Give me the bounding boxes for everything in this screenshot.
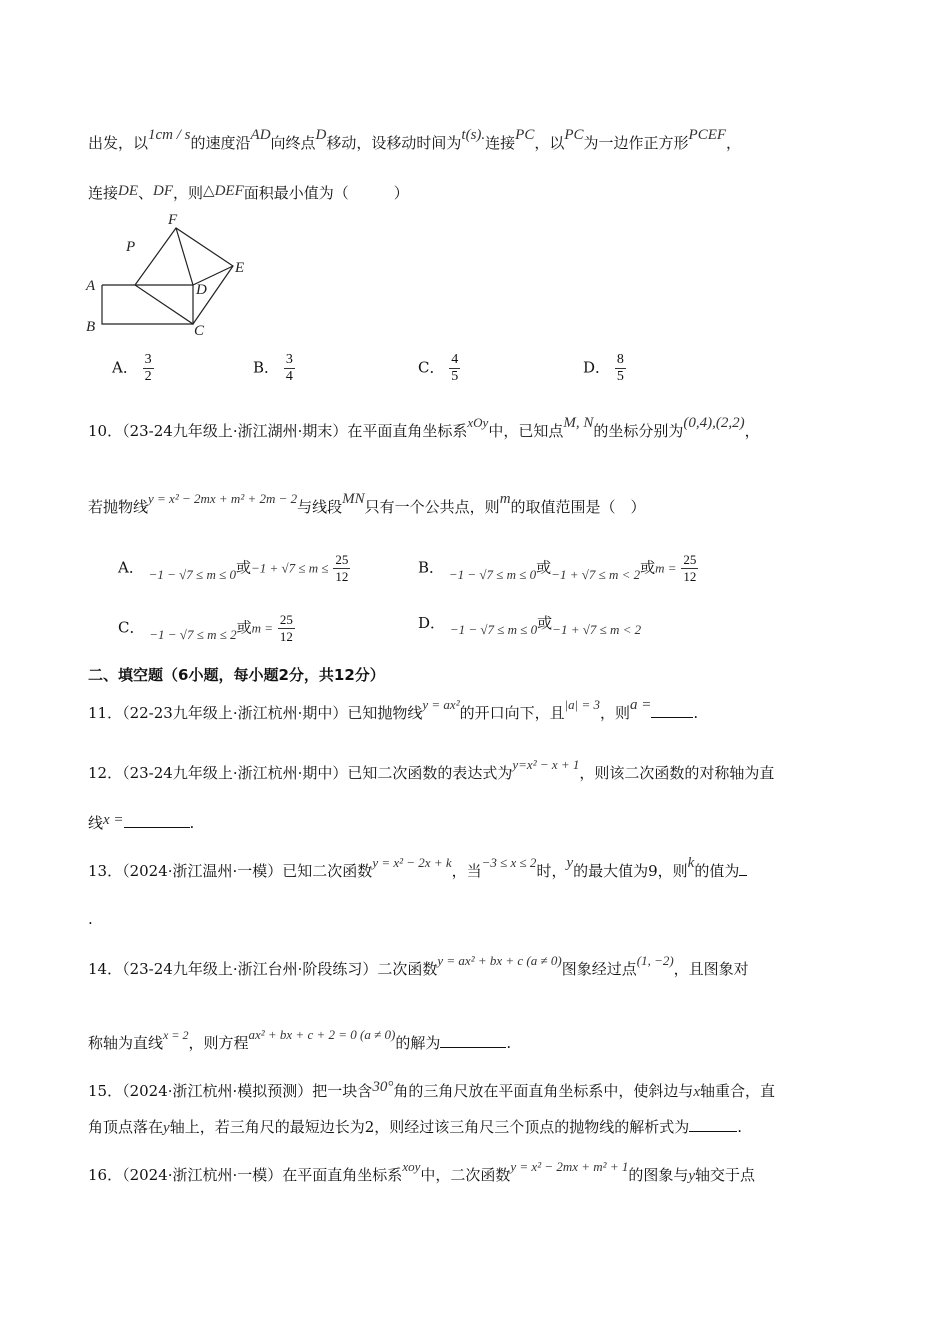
text: （22-23九年级上·浙江杭州·期中）已知抛物线 <box>122 704 423 722</box>
text: 的图象与 <box>628 1166 689 1184</box>
option-label: A． <box>118 558 144 577</box>
math: −1 − √7 ≤ m ≤ 0 <box>448 566 537 582</box>
math: t(s). <box>461 127 486 143</box>
answer-blank[interactable] <box>440 1033 506 1048</box>
text: 的开口向下，且 <box>459 704 565 722</box>
q10-line-1 <box>88 415 760 443</box>
numerator: 25 <box>683 552 697 567</box>
answer-blank[interactable] <box>689 1117 737 1132</box>
math: m = <box>251 620 274 636</box>
question-number: 15． <box>88 1082 123 1100</box>
q10-line-2 <box>88 491 646 519</box>
answer-blank[interactable] <box>739 861 747 876</box>
text: ，则 <box>173 184 204 202</box>
q10-option-c[interactable] <box>118 612 295 645</box>
answer-blank[interactable] <box>124 813 190 828</box>
label-b: B <box>86 319 96 335</box>
text: ，则方程 <box>188 1034 249 1052</box>
math: x <box>693 1084 700 1100</box>
text: （23-24九年级上·浙江杭州·期中）已知二次函数的表达式为 <box>122 764 513 782</box>
math: y = x² − 2mx + m² + 1 <box>510 1159 629 1174</box>
text: ，则 <box>600 704 631 722</box>
text: 轴交于点 <box>695 1166 756 1184</box>
text: 时， <box>536 862 567 880</box>
text: ，当 <box>451 862 482 880</box>
text: 出发，以 <box>88 134 149 152</box>
text: 向终点 <box>270 134 316 152</box>
text: 线 <box>88 814 104 832</box>
question-number: 14． <box>88 960 123 978</box>
text: 轴上，若三角尺的最短边长为2，则经过该三角尺三个顶点的抛物线的解析式为 <box>169 1118 690 1136</box>
math: DE <box>118 183 139 199</box>
text: 面积最小值为（ ） <box>243 184 409 202</box>
q14-line-2 <box>88 1027 512 1055</box>
text: 的值为 <box>694 862 740 880</box>
text: 角顶点落在 <box>88 1118 164 1136</box>
math: x = 2 <box>163 1028 189 1042</box>
question-number: 10． <box>88 422 123 440</box>
fraction <box>143 352 154 385</box>
math: m <box>499 491 511 507</box>
q9-option-a[interactable] <box>112 352 154 385</box>
label-a: A <box>86 278 96 294</box>
text: 只有一个公共点，则 <box>364 498 500 516</box>
denominator: 2 <box>144 369 152 384</box>
text: 连接 <box>485 134 516 152</box>
q11-line <box>88 697 699 725</box>
text: 的最大值为9，则 <box>573 862 688 880</box>
q9-option-d[interactable] <box>583 352 626 385</box>
fraction <box>681 552 698 585</box>
denominator: 5 <box>451 369 459 384</box>
math: y=x² − x + 1 <box>512 757 580 772</box>
math: MN <box>342 491 365 507</box>
text: 或 <box>235 558 251 577</box>
math: AD <box>250 127 271 143</box>
q10-option-a[interactable] <box>118 552 350 585</box>
denominator: 5 <box>616 369 624 384</box>
option-label: B． <box>253 358 280 377</box>
text: 为一边作正方形 <box>583 134 689 152</box>
math: y <box>688 1168 696 1184</box>
math: m = <box>655 560 677 576</box>
math: a = <box>630 697 652 713</box>
numerator: 25 <box>335 552 349 567</box>
option-label: C． <box>118 618 145 637</box>
text: . <box>693 704 699 722</box>
q12-line-1 <box>88 757 775 785</box>
q9-line-1 <box>88 127 742 155</box>
text: ，以 <box>534 134 565 152</box>
square-pcef <box>135 228 233 324</box>
label-e: E <box>235 260 245 276</box>
math: D <box>315 127 327 143</box>
math: −1 + √7 ≤ m ≤ <box>250 560 329 576</box>
text: ，则该二次函数的对称轴为直 <box>579 764 775 782</box>
math: ax² + bx + c + 2 = 0 (a ≠ 0) <box>248 1027 396 1042</box>
math: −1 − √7 ≤ m ≤ 0 <box>449 622 538 637</box>
text: （23-24九年级上·浙江台州·阶段练习）二次函数 <box>122 960 438 978</box>
text: （2024·浙江温州·一模）已知二次函数 <box>122 862 373 880</box>
fraction <box>449 352 460 385</box>
text: 图象经过点 <box>561 960 637 978</box>
q10-option-d[interactable] <box>418 612 641 635</box>
math: PC <box>564 127 584 143</box>
math: |a| = 3 <box>564 697 601 712</box>
question-number: 13． <box>88 862 123 880</box>
fraction <box>278 612 295 645</box>
text: 或 <box>236 618 252 637</box>
text: 称轴为直线 <box>88 1034 164 1052</box>
text: . <box>506 1034 512 1052</box>
math: k <box>687 855 695 871</box>
q10-option-b[interactable] <box>418 552 698 585</box>
option-label: D． <box>583 358 611 377</box>
math: −3 ≤ x ≤ 2 <box>481 855 537 870</box>
math: DF <box>153 183 174 199</box>
segment-df <box>176 228 193 285</box>
label-p: P <box>126 239 136 255</box>
math: △DEF <box>203 183 244 199</box>
numerator: 4 <box>451 352 459 367</box>
math: −1 − √7 ≤ m ≤ 2 <box>149 626 237 642</box>
label-d: D <box>196 282 207 298</box>
fraction <box>284 352 295 385</box>
question-number: 12． <box>88 764 123 782</box>
text: ，且图象对 <box>673 960 749 978</box>
math: (1, −2) <box>636 953 674 968</box>
math: 30° <box>372 1079 394 1095</box>
math: 1cm / s <box>148 127 191 143</box>
question-number: 11． <box>88 704 123 722</box>
math: y = ax² + bx + c (a ≠ 0) <box>437 953 562 968</box>
q9-line-2 <box>88 182 409 205</box>
text: 的取值范围是（ ） <box>510 498 646 516</box>
option-label: D． <box>418 614 446 632</box>
math: xoy <box>402 1159 421 1174</box>
q9-option-b[interactable] <box>253 352 295 385</box>
math: −1 + √7 ≤ m < 2 <box>552 622 642 637</box>
text: 或 <box>640 558 656 577</box>
text: . <box>737 1118 743 1136</box>
math: PC <box>515 127 535 143</box>
q9-option-c[interactable] <box>418 352 460 385</box>
q9-geometry-figure <box>80 208 260 338</box>
math: y = x² − 2mx + m² + 2m − 2 <box>148 491 298 506</box>
answer-blank[interactable] <box>651 703 693 718</box>
text: 的速度沿 <box>190 134 251 152</box>
text: 连接 <box>88 184 119 202</box>
option-label: A． <box>112 358 138 377</box>
q12-line-2 <box>88 812 194 835</box>
math: M, N <box>563 415 594 431</box>
text: 角的三角尺放在平面直角坐标系中，使斜边与 <box>393 1082 694 1100</box>
numerator: 3 <box>144 352 152 367</box>
math: y = ax² <box>422 697 460 712</box>
rectangle-abcd <box>102 285 193 324</box>
fraction <box>615 352 626 385</box>
q15-line-2 <box>88 1116 742 1139</box>
math: −1 + √7 ≤ m < 2 <box>551 566 641 582</box>
numerator: 3 <box>285 352 293 367</box>
denominator: 12 <box>335 569 349 584</box>
text: 或 <box>537 614 553 632</box>
math: x = <box>103 812 124 828</box>
text: 中，二次函数 <box>420 1166 511 1184</box>
label-c: C <box>194 323 205 338</box>
denominator: 12 <box>683 569 697 584</box>
label-f: F <box>168 212 178 228</box>
math: y <box>163 1120 170 1136</box>
math: xOy <box>467 415 489 430</box>
text: . <box>189 814 195 832</box>
text: （2024·浙江杭州·一模）在平面直角坐标系 <box>122 1166 403 1184</box>
text: 若抛物线 <box>88 498 149 516</box>
math: PCEF <box>688 127 727 143</box>
text: 轴重合，直 <box>700 1082 776 1100</box>
q13-line-1 <box>88 855 747 883</box>
q15-line-1 <box>88 1080 775 1103</box>
text: （2024·浙江杭州·模拟预测）把一块含 <box>122 1082 373 1100</box>
text: 与线段 <box>297 498 343 516</box>
question-number: 16． <box>88 1166 123 1184</box>
q14-line-1 <box>88 953 749 981</box>
math: y = x² − 2x + k <box>372 855 452 870</box>
numerator: 25 <box>279 612 293 627</box>
text: 或 <box>536 558 552 577</box>
math: −1 − √7 ≤ m ≤ 0 <box>148 566 236 582</box>
numerator: 8 <box>616 352 624 367</box>
text: 的解为 <box>395 1034 441 1052</box>
math: (0,4),(2,2) <box>683 415 745 431</box>
option-label: B． <box>418 558 445 577</box>
denominator: 12 <box>279 629 293 644</box>
q16-line-1 <box>88 1159 756 1187</box>
text: ， <box>744 422 760 440</box>
text: （23-24九年级上·浙江湖州·期末）在平面直角坐标系 <box>122 422 468 440</box>
text: ， <box>726 134 742 152</box>
text: 中，已知点 <box>488 422 564 440</box>
text: 、 <box>138 184 154 202</box>
math: y <box>566 855 574 871</box>
fraction <box>333 552 350 585</box>
text: 的坐标分别为 <box>593 422 684 440</box>
denominator: 4 <box>285 369 293 384</box>
section-title-fill-in: 二、填空题（6小题，每小题2分，共12分） <box>88 666 385 684</box>
text: 移动，设移动时间为 <box>326 134 462 152</box>
option-label: C． <box>418 358 445 377</box>
q13-line-2: . <box>88 910 93 928</box>
